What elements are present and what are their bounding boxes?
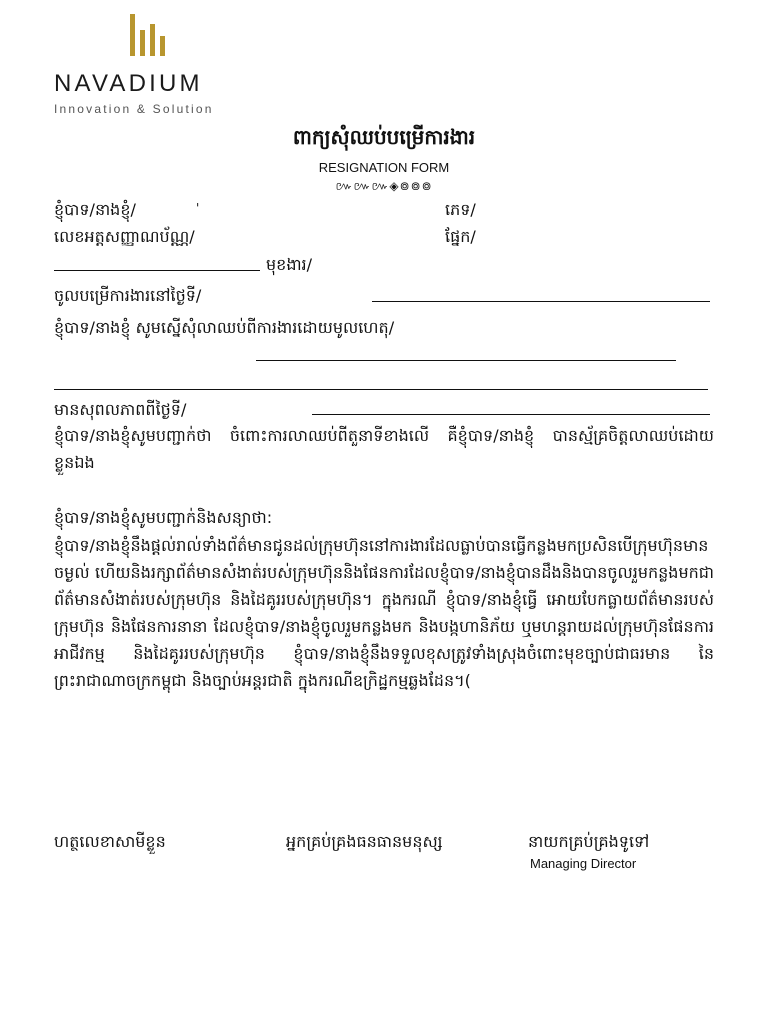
director-signature-label: នាយកគ្រប់គ្រងទូទៅ <box>528 832 650 851</box>
start-date-label: ចូលបម្រើការងារនៅថ្ងៃទី/ <box>54 286 202 305</box>
form-title-english: RESIGNATION FORM <box>318 160 450 175</box>
start-date-fill-line <box>372 301 710 302</box>
department-label: ផ្នែក/ <box>445 227 476 246</box>
title-ornament: ៚៚៚◈៙៙៙ <box>335 179 433 193</box>
reason-fill-line-1 <box>256 360 676 361</box>
position-fill-line <box>54 270 260 271</box>
director-title-english: Managing Director <box>530 856 637 871</box>
position-label: មុខងារ/ <box>266 255 313 274</box>
company-tagline: Innovation & Solution <box>54 102 214 116</box>
effective-date-label: មានសុពលភាពពីថ្ងៃទី/ <box>54 400 187 419</box>
employee-signature-label: ហត្ថលេខាសាមីខ្លួន <box>54 832 166 851</box>
reason-label: ខ្ញុំបាទ/នាងខ្ញុំ សូមស្នើសុំលាឈប់ពីការងារដោយមូលហេតុ/ <box>54 318 395 337</box>
pledge-heading: ខ្ញុំបាទ/នាងខ្ញុំសូមបញ្ជាក់និងសន្យាថា: <box>54 508 273 527</box>
company-name: NAVADIUM <box>54 70 203 97</box>
gender-label: ភេទ/ <box>445 200 476 219</box>
pledge-text: ខ្ញុំបាទ/នាងខ្ញុំនឹងផ្តល់រាល់ទាំងព័ត៌មានជូនដល់ក្រុមហ៊ុននៅការងារដែលធ្លាប់បានធ្វើកន្លងមកប្រសិនបើក្រុមហ៊ុនមានចម្ងល់ ហើយនិងរក្សាព័ត៌មានសំងាត់របស់ក្រុមហ៊ុននិងផែនការដែលខ្ញុំបាទ/នាងខ្ញុំបានដឹងនិងបានចូលរួមកន្លងមកជា ព័ត៌មានសំងាត់របស់ក្រុមហ៊ុន និងដៃគូររបស់ក្រុមហ៊ុន។ ក្នុងករណី ខ្ញុំបាទ/នាងខ្ញុំធ្វើ អោយបែកធ្លាយព័ត៌មានរបស់ក្រុមហ៊ុន និងផែនការនានា ដែលខ្ញុំបាទ/នាងខ្ញុំចូលរួមកន្លងមក និងបង្កហានិភ័យ ឬមហន្តរាយដល់ក្រុមហ៊ុនផែនការអាជីវកម្ម និងដៃគូររបស់ក្រុមហ៊ុន ខ្ញុំបាទ/នាងខ្ញុំនឹងទទួលខុសត្រូវទាំងស្រុងចំពោះមុខច្បាប់ជាធរមាន នៃព្រះរាជាណាចក្រកម្ពុជា និងច្បាប់អន្តរជាតិ ក្នុងករណីឧក្រិដ្ឋកម្មឆ្លងដែន។( <box>54 536 714 690</box>
reason-fill-line-2 <box>54 389 708 390</box>
name-value-mark: ' <box>196 201 200 215</box>
voluntary-statement: ខ្ញុំបាទ/នាងខ្ញុំសូមបញ្ជាក់ថា ចំពោះការលាឈប់ពីតួនាទីខាងលើ គឺខ្ញុំបាទ/នាងខ្ញុំ បានស្ម័គ្រចិត្តលាឈប់ដោយខ្លួនឯង <box>54 426 714 472</box>
name-label: ខ្ញុំបាទ/នាងខ្ញុំ/ <box>54 200 136 219</box>
company-logo-mark <box>130 14 172 56</box>
effective-date-fill-line <box>312 414 710 415</box>
id-card-label: លេខអត្តសញ្ញាណប័ណ្ណ/ <box>54 227 195 246</box>
form-title-khmer: ពាក្យសុំឈប់បម្រើការងារ <box>292 125 476 149</box>
hr-manager-signature-label: អ្នកគ្រប់គ្រងធនធានមនុស្ស <box>286 832 443 851</box>
